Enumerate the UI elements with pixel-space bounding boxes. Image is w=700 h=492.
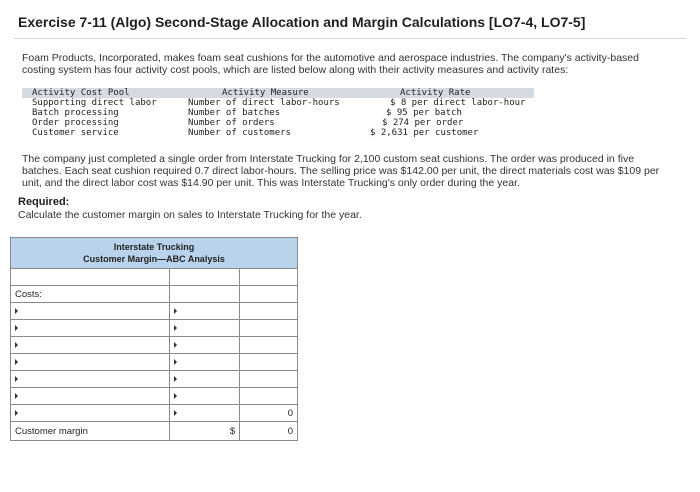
dropdown-arrow-icon	[174, 342, 177, 348]
cost-pool: Batch processing	[32, 108, 119, 118]
dropdown-arrow-icon	[174, 410, 177, 416]
table-row	[11, 303, 298, 320]
subtotal-value: 0	[240, 405, 298, 422]
customer-margin-row	[11, 422, 298, 441]
required-text: Calculate the customer margin on sales to Interstate Trucking for the year.	[18, 209, 362, 221]
label-input[interactable]	[11, 405, 170, 422]
dropdown-arrow-icon	[174, 376, 177, 382]
required-label: Required:	[18, 196, 70, 208]
header-rate: Activity Rate	[400, 88, 471, 98]
dropdown-arrow-icon	[15, 342, 18, 348]
activity-row	[22, 128, 534, 138]
total-cell	[240, 371, 298, 388]
table-header	[11, 238, 298, 269]
amount-input[interactable]	[170, 337, 240, 354]
label-input[interactable]	[11, 303, 170, 320]
cost-pool: Customer service	[32, 128, 119, 138]
total-cell	[240, 269, 298, 286]
amount-input[interactable]	[170, 371, 240, 388]
label-input[interactable]	[11, 388, 170, 405]
total-cell	[240, 388, 298, 405]
margin-currency: $	[170, 422, 240, 441]
dropdown-arrow-icon	[15, 376, 18, 382]
table-header-cell	[11, 238, 298, 269]
table-row	[11, 405, 298, 422]
table-header-company: Interstate Trucking	[113, 242, 195, 252]
amount-input[interactable]	[170, 269, 240, 286]
header-cost-pool: Activity Cost Pool	[32, 88, 130, 98]
activity-rate-table	[22, 88, 534, 138]
table-header-title: Customer Margin—ABC Analysis	[83, 254, 225, 264]
costs-label: Costs:	[11, 286, 170, 303]
label-input[interactable]	[11, 269, 170, 286]
customer-margin-label: Customer margin	[11, 422, 170, 441]
activity-rate: $ 2,631 per customer	[370, 128, 479, 138]
activity-row	[22, 118, 534, 128]
dropdown-arrow-icon	[15, 325, 18, 331]
activity-measure: Number of customers	[188, 128, 291, 138]
amount-input[interactable]	[170, 388, 240, 405]
activity-rate: $ 274 per order	[382, 118, 464, 128]
table-row	[11, 286, 298, 303]
amount-input[interactable]	[170, 320, 240, 337]
activity-measure: Number of orders	[188, 118, 275, 128]
customer-margin-table	[10, 237, 298, 441]
cost-pool: Order processing	[32, 118, 119, 128]
table-row	[11, 320, 298, 337]
header-measure: Activity Measure	[222, 88, 309, 98]
title-divider	[14, 38, 686, 39]
dropdown-arrow-icon	[174, 308, 177, 314]
label-input[interactable]	[11, 354, 170, 371]
dropdown-arrow-icon	[15, 410, 18, 416]
dropdown-arrow-icon	[174, 359, 177, 365]
dropdown-arrow-icon	[15, 393, 18, 399]
label-input[interactable]	[11, 320, 170, 337]
activity-row	[22, 108, 534, 118]
intro-paragraph: Foam Products, Incorporated, makes foam seat cushions for the automotive and aerospace industries. The company's activity-based costing system has four activity cost pools, which are listed below along with their activity measures and activity rates:	[22, 52, 639, 76]
table-row	[11, 337, 298, 354]
activity-rate: $ 95 per batch	[386, 108, 462, 118]
table-row	[11, 371, 298, 388]
total-cell	[240, 320, 298, 337]
activity-table-header	[22, 88, 534, 98]
activity-row	[22, 98, 534, 108]
amount-input[interactable]	[170, 354, 240, 371]
amount-input[interactable]	[170, 405, 240, 422]
dropdown-arrow-icon	[15, 359, 18, 365]
amount-cell	[170, 286, 240, 303]
total-cell	[240, 354, 298, 371]
total-cell	[240, 337, 298, 354]
cost-pool: Supporting direct labor	[32, 98, 157, 108]
activity-rate: $ 8 per direct labor-hour	[390, 98, 526, 108]
activity-measure: Number of direct labor-hours	[188, 98, 340, 108]
label-input[interactable]	[11, 337, 170, 354]
dropdown-arrow-icon	[174, 393, 177, 399]
table-row	[11, 388, 298, 405]
table-row	[11, 354, 298, 371]
order-details-paragraph: The company just completed a single order from Interstate Trucking for 2,100 custom seat cushions. The order was produced in five batches. Each seat cushion required 0.7 direct labor-hours. The selling price was $142.00 per unit, the direct materials cost was $109 per unit, and the direct labor cost was $14.90 per unit. This was Interstate Trucking's only order during the year.	[22, 153, 660, 189]
activity-measure: Number of batches	[188, 108, 281, 118]
total-cell	[240, 286, 298, 303]
exercise-title: Exercise 7-11 (Algo) Second-Stage Allocation and Margin Calculations [LO7-4, LO7-5]	[18, 14, 586, 30]
table-row	[11, 269, 298, 286]
customer-margin-value: 0	[240, 422, 298, 441]
dropdown-arrow-icon	[174, 325, 177, 331]
label-input[interactable]	[11, 371, 170, 388]
amount-input[interactable]	[170, 303, 240, 320]
total-cell	[240, 303, 298, 320]
dropdown-arrow-icon	[15, 308, 18, 314]
